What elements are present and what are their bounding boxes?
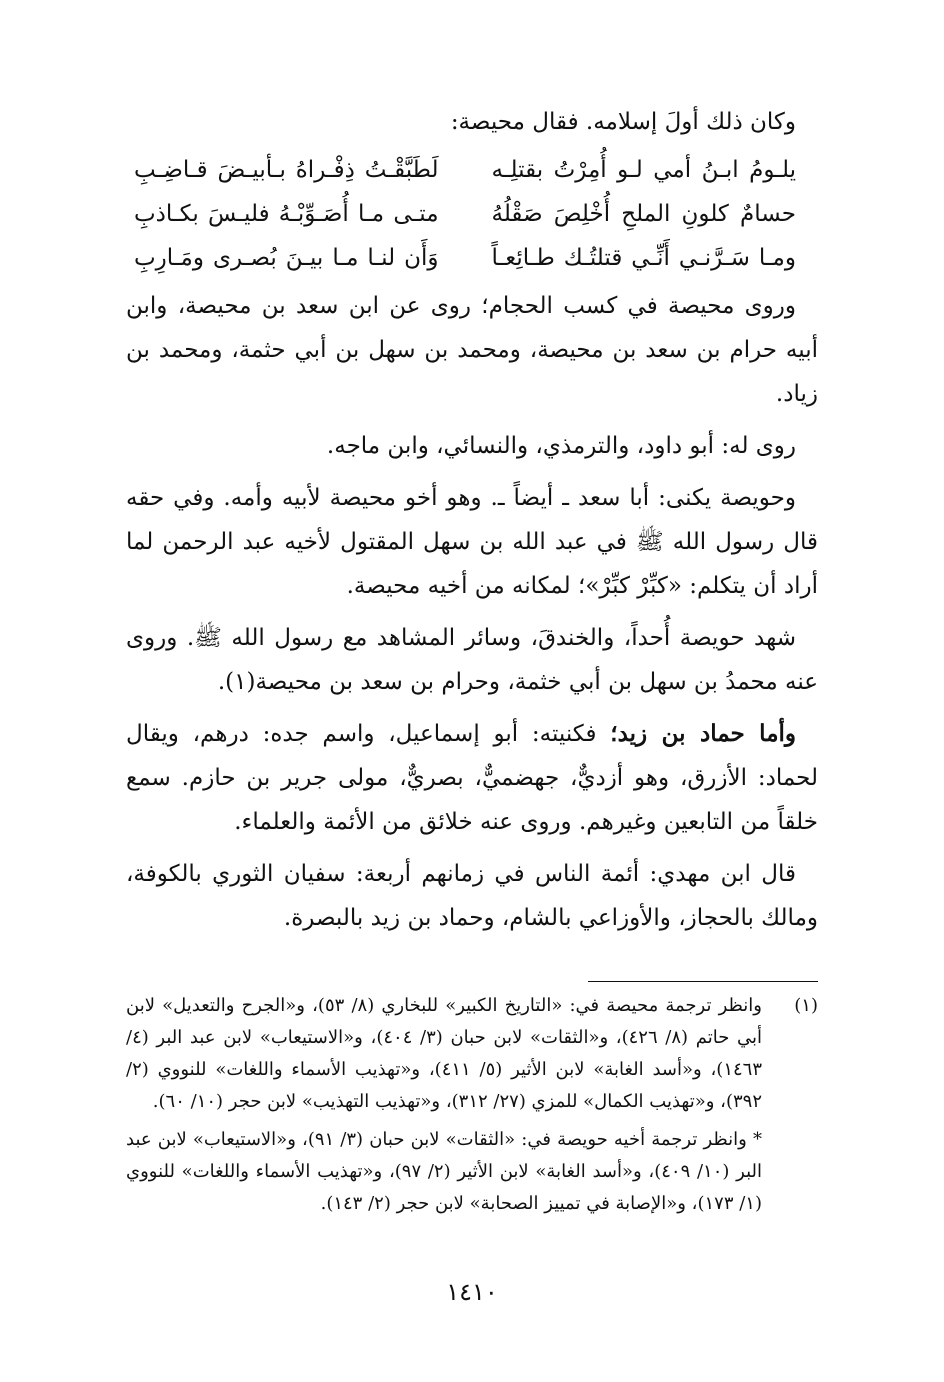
paragraph-lead: وأما حماد بن زيد؛ xyxy=(610,720,797,747)
paragraph xyxy=(126,476,818,608)
footnote-text: وانظر ترجمة محيصة في: «التاريخ الكبير» للبخاري (٨/ ٥٣)، و«الجرح والتعديل» لابن أبي حاتم (٨/ ٤٢٦)، و«الثقات» لابن حبان (٣/ ٤٠٤)، و«الاستيعاب» لابن عبد البر (٤/ ١٤٦٣)، و«أسد الغابة» لابن الأثير (٥/ ٤١١)، و«تهذيب الأسماء واللغات» للنووي (٢/ ٣٩٢)، و«تهذيب الكمال» للمزي (٢٧/ ٣١٢)، و«تهذيب التهذيب» لابن حجر (١٠/ ٦٠). xyxy=(126,995,763,1112)
verse-first-hemistich: يلـومُ ابـنُ أمي لـو أُمِرْتُ بقتلِـه xyxy=(491,157,796,183)
footnote-divider xyxy=(588,981,818,982)
paragraph-text: وروى محيصة في كسب الحجام؛ روى عن ابن سعد بن محيصة، وابن أبيه حرام بن سعد بن محيصة، ومحمد بن سهل بن أبي حثمة، ومحمد بن زياد. xyxy=(126,293,818,407)
poem-verse xyxy=(126,148,818,192)
poem-verse xyxy=(126,192,818,236)
verse-second-hemistich: لَطَبَّقْـتُ ذِفْـراهُ بـأبيـضَ قـاضِـبِ xyxy=(134,157,439,183)
footnote xyxy=(126,990,818,1118)
intro-line: وكان ذلك أولَ إسلامه. فقال محيصة: xyxy=(450,109,796,135)
paragraph-text: قال ابن مهدي: أئمة الناس في زمانهم أربعة: سفيان الثوري بالكوفة، ومالك بالحجاز، والأوزاعي بالشام، وحماد بن زيد بالبصرة. xyxy=(126,861,818,931)
footnote-text: * وانظر ترجمة أخيه حويصة في: «الثقات» لابن حبان (٣/ ٩١)، و«الاستيعاب» لابن عبد البر (١٠/ ٤٠٩)، و«أسد الغابة» لابن الأثير (٢/ ٩٧)، و«تهذيب الأسماء واللغات» للنووي (١/ ١٧٣)، و«الإصابة في تمييز الصحابة» لابن حجر (٢/ ١٤٣). xyxy=(126,1129,762,1214)
paragraph xyxy=(126,284,818,416)
paragraph-text: روى له: أبو داود، والترمذي، والنسائي، وابن ماجه. xyxy=(326,433,796,459)
page-number: ١٤١٠ xyxy=(446,1278,498,1306)
poem-verse xyxy=(126,236,818,280)
verse-first-hemistich: ومـا سَـرَّنـي أَنِّـي قتلتُـك طـائِعـاً xyxy=(491,245,796,271)
main-text xyxy=(126,100,818,948)
verse-second-hemistich: وَأَن لنـا مـا بيـنَ بُصـرى ومَـارِبِ xyxy=(134,245,439,271)
paragraph xyxy=(126,616,818,704)
paragraph-text: فكنيته: أبو إسماعيل، واسم جده: درهم، ويقال لحماد: الأزرق، وهو أزديٌّ، جهضميٌّ، بصريٌّ، مولى جرير بن حازم. سمع خلقاً من التابعين وغيرهم. وروى عنه خلائق من الأئمة والعلماء. xyxy=(126,721,818,835)
footnote xyxy=(126,1124,762,1220)
footnotes xyxy=(126,990,818,1220)
paragraph xyxy=(126,712,818,844)
paragraph-text: شهد حويصة أُحداً، والخندقَ، وسائر المشاهد مع رسول الله ﷺ. وروى عنه محمدُ بن سهل بن أبي خثمة، وحرام بن سعد بن محيصة(١). xyxy=(126,625,818,695)
poem xyxy=(126,148,818,280)
verse-first-hemistich: حسامٌ كلونِ الملحِ أُخْلِصَ صَقْلُهُ xyxy=(491,201,796,227)
footnote-marker: (١) xyxy=(794,995,818,1016)
paragraph xyxy=(126,852,818,940)
paragraph-text: وحويصة يكنى: أبا سعد ـ أيضاً ـ. وهو أخو محيصة لأبيه وأمه. وفي حقه قال رسول الله ﷺ في عبد الله بن سهل المقتول لأخيه عبد الرحمن لما أراد أن يتكلم: «كبِّرْ كبِّرْ»؛ لمكانه من أخيه محيصة. xyxy=(126,485,818,599)
verse-second-hemistich: متـى مـا أُصَـوِّبْـهُ فليـسَ بكـاذبِ xyxy=(134,201,439,227)
paragraph xyxy=(126,424,818,468)
